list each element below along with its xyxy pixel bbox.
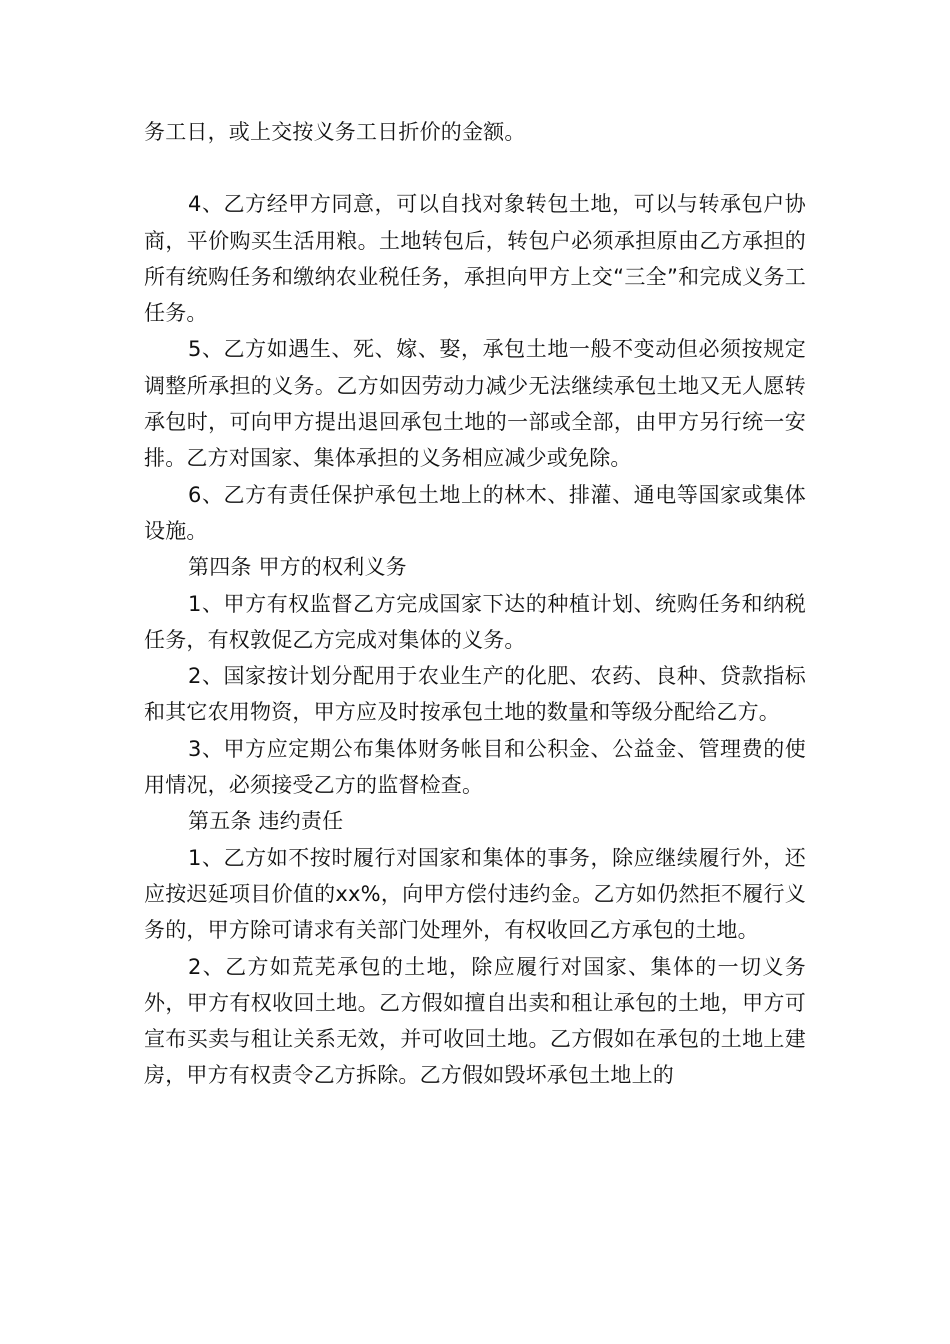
paragraph-clause-4: 4、乙方经甲方同意，可以自找对象转包土地，可以与转承包户协商，平价购买生活用粮。土地转包后，转包户必须承担原由乙方承担的所有统购任务和缴纳农业税任务，承担向甲方上交“三全”和完成义务工任务。: [144, 192, 806, 326]
paragraph-article-4-clause-3: 3、甲方应定期公布集体财务帐目和公积金、公益金、管理费的使用情况，必须接受乙方的监督检查。: [144, 736, 806, 798]
paragraph-article-4-clause-1: 1、甲方有权监督乙方完成国家下达的种植计划、统购任务和纳税任务，有权敦促乙方完成对集体的义务。: [144, 591, 806, 652]
paragraph-continuation: 务工日，或上交按义务工日折价的金额。: [144, 120, 526, 144]
paragraph-clause-6: 6、乙方有责任保护承包土地上的林木、排灌、通电等国家或集体设施。: [144, 482, 806, 543]
paragraph-clause-5: 5、乙方如遇生、死、嫁、娶，承包土地一般不变动但必须按规定调整所承担的义务。乙方如因劳动力减少无法继续承包土地又无人愿转承包时，可向甲方提出退回承包土地的一部或全部，由甲方另行统一安排。乙方对国家、集体承担的义务相应减少或免除。: [144, 337, 806, 471]
article-5-heading: 第五条 违约责任: [188, 809, 344, 834]
paragraph-article-4-clause-2: 2、国家按计划分配用于农业生产的化肥、农药、良种、贷款指标和其它农用物资，甲方应及时按承包土地的数量和等级分配给乙方。: [144, 664, 806, 725]
paragraph-article-5-clause-1: 1、乙方如不按时履行对国家和集体的事务，除应继续履行外，还应按迟延项目价值的xx%，向甲方偿付违约金。乙方如仍然拒不履行义务的，甲方除可请求有关部门处理外，有权收回乙方承包的土地。: [144, 845, 806, 943]
document-body: [144, 114, 806, 1094]
paragraph-article-5-clause-2: 2、乙方如荒芜承包的土地，除应履行对国家、集体的一切义务外，甲方有权收回土地。乙方假如擅自出卖和租让承包的土地，甲方可宣布买卖与租让关系无效，并可收回土地。乙方假如在承包的土地上建房，甲方有权责令乙方拆除。乙方假如毁坏承包土地上的: [144, 954, 806, 1088]
article-4-heading: 第四条 甲方的权利义务: [188, 555, 407, 580]
